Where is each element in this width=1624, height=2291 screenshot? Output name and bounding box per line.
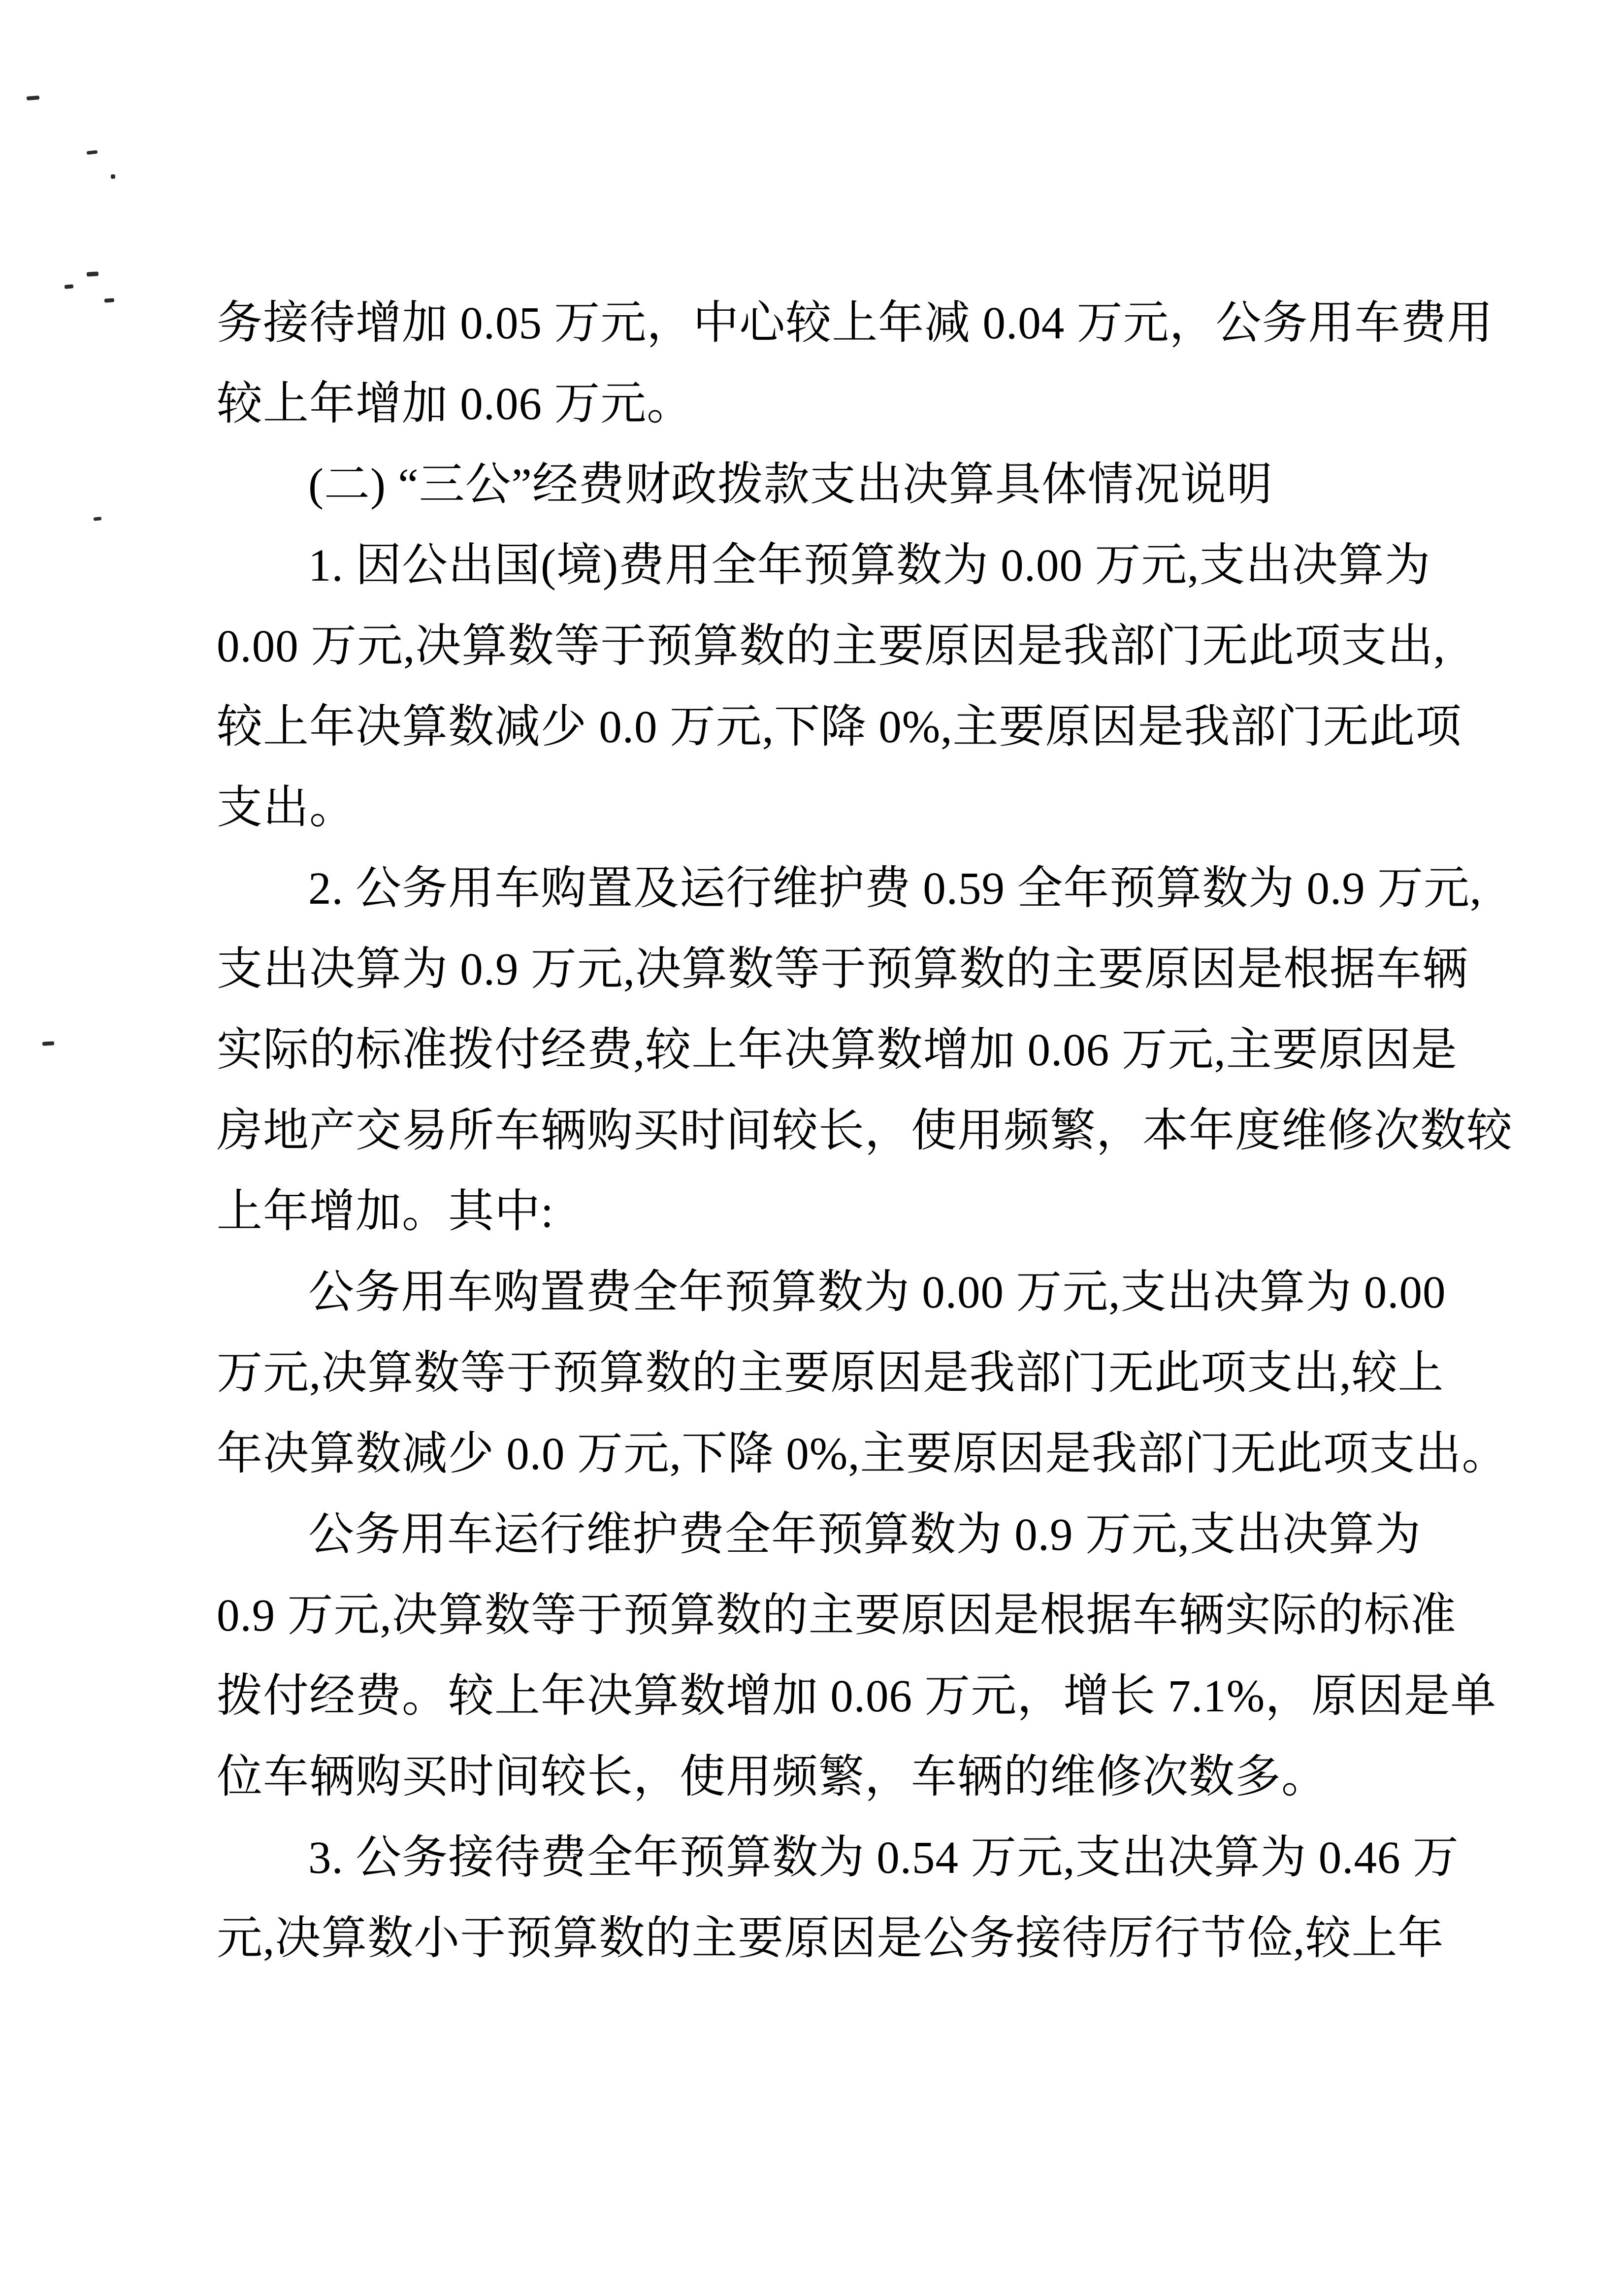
document-text-block [217, 283, 1513, 1979]
text-line: 年决算数减少 0.0 万元,下降 0%,主要原因是我部门无此项支出。 [217, 1429, 1508, 1479]
text-line: 1. 因公出国(境)费用全年预算数为 0.00 万元,支出决算为 [308, 540, 1431, 591]
text-line: 拨付经费。较上年决算数增加 0.06 万元，增长 7.1%，原因是单 [217, 1671, 1497, 1722]
text-line: 房地产交易所车辆购买时间较长，使用频繁，本年度维修次数较 [217, 1106, 1513, 1156]
text-line: 务接待增加 0.05 万元，中心较上年减 0.04 万元，公务用车费用 [217, 298, 1494, 349]
scan-speck [27, 96, 39, 100]
text-line: 0.9 万元,决算数等于预算数的主要原因是根据车辆实际的标准 [217, 1590, 1457, 1641]
scan-speck [65, 284, 74, 289]
scan-speck [111, 174, 115, 179]
text-line: 万元,决算数等于预算数的主要原因是我部门无此项支出,较上 [217, 1348, 1444, 1399]
scan-speck [42, 1041, 54, 1046]
scan-speck [87, 271, 98, 276]
text-line: 2. 公务用车购置及运行维护费 0.59 全年预算数为 0.9 万元, [308, 863, 1482, 914]
scan-speck [87, 150, 98, 155]
text-line: 较上年增加 0.06 万元。 [217, 379, 693, 429]
text-line: (二) “三公”经费财政拨款支出决算具体情况说明 [308, 459, 1273, 510]
text-line: 位车辆购买时间较长，使用频繁，车辆的维修次数多。 [217, 1752, 1328, 1802]
scan-speck [94, 517, 102, 521]
text-line: 实际的标准拨付经费,较上年决算数增加 0.06 万元,主要原因是 [217, 1025, 1458, 1076]
text-line: 支出。 [217, 783, 356, 833]
text-line: 较上年决算数减少 0.0 万元,下降 0%,主要原因是我部门无此项 [217, 702, 1462, 753]
text-line: 3. 公务接待费全年预算数为 0.54 万元,支出决算为 0.46 万 [308, 1833, 1459, 1883]
text-line: 公务用车运行维护费全年预算数为 0.9 万元,支出决算为 [308, 1509, 1421, 1560]
scan-speck [104, 298, 115, 302]
text-line: 元,决算数小于预算数的主要原因是公务接待厉行节俭,较上年 [217, 1913, 1444, 1964]
text-line: 0.00 万元,决算数等于预算数的主要原因是我部门无此项支出, [217, 621, 1446, 672]
text-line: 公务用车购置费全年预算数为 0.00 万元,支出决算为 0.00 [308, 1267, 1446, 1318]
text-line: 支出决算为 0.9 万元,决算数等于预算数的主要原因是根据车辆 [217, 944, 1468, 995]
text-line: 上年增加。其中: [217, 1186, 554, 1237]
